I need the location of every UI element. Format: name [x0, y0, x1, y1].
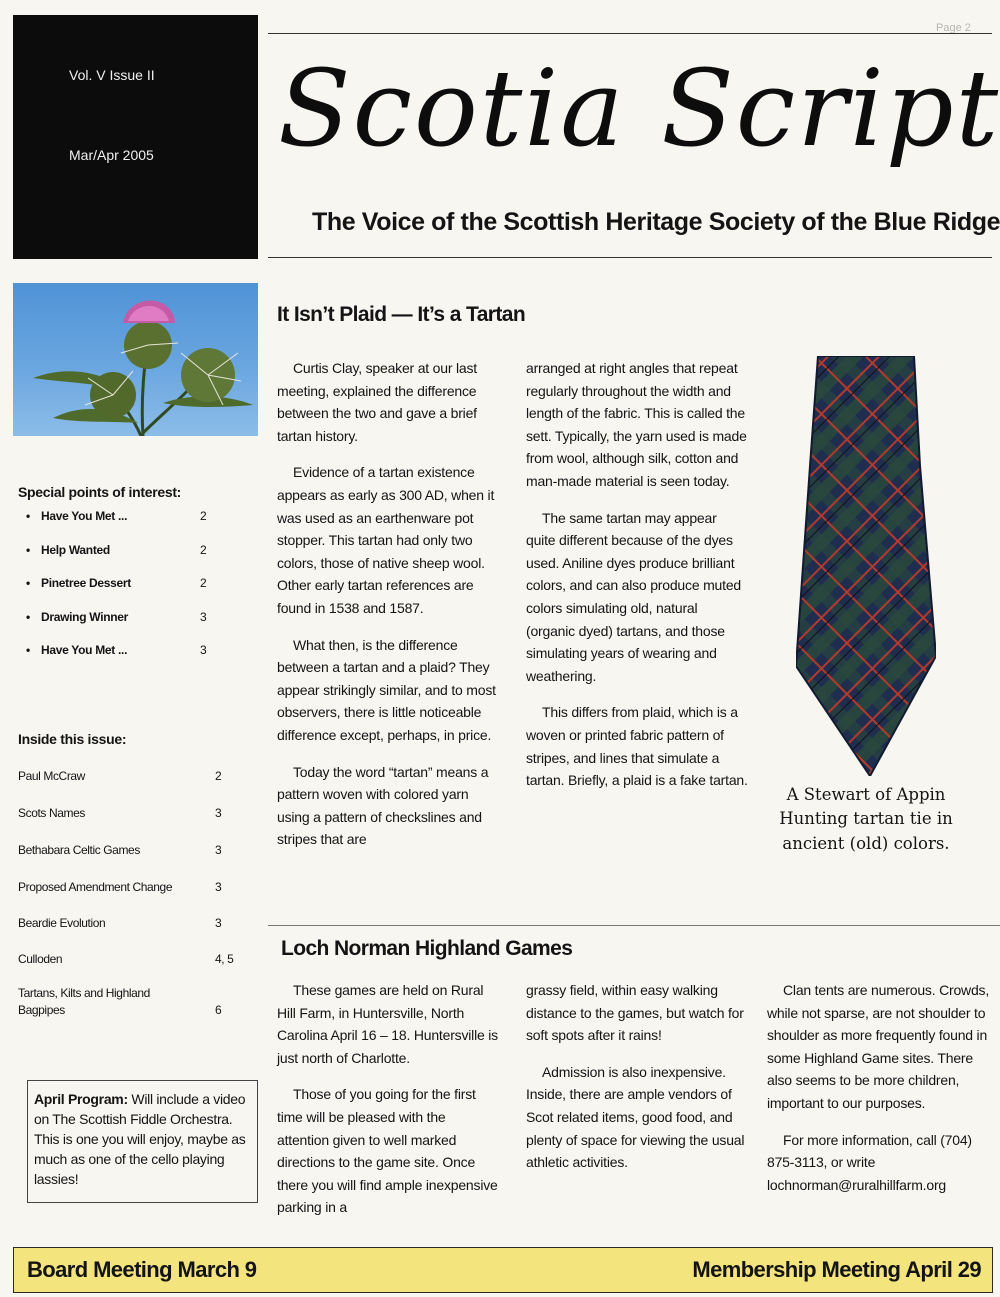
tie-caption: A Stewart of Appin Hunting tartan tie in ancient (old) colors. — [779, 785, 953, 853]
article-games-column-2 — [526, 979, 746, 1174]
page-number: Page 2 — [936, 22, 971, 34]
paragraph: This differs from plaid, which is a woven or printed fabric pattern of stripes, and lines that simulate a tartan. Briefly, a plaid is a fake tartan. — [526, 704, 748, 789]
toc-row: Bethabara Celtic Games 3 — [18, 843, 222, 857]
thistle-photo — [13, 283, 258, 436]
section-divider — [268, 925, 1000, 926]
paragraph: Admission is also inexpensive. Inside, there are ample vendors of Scot related items, good food, and plenty of space for viewing the usual athletic activities. — [526, 1063, 745, 1171]
newsletter-title: Scotia Script — [278, 47, 1000, 170]
article-tartan-column-1 — [277, 357, 497, 851]
special-points-heading: Special points of interest: — [18, 484, 182, 500]
newsletter-tagline: The Voice of the Scottish Heritage Society of the Blue Ridge — [312, 208, 1000, 236]
membership-meeting-label: Membership Meeting April 29 — [692, 1257, 981, 1282]
paragraph: arranged at right angles that repeat regularly throughout the width and length of the fabric. This is called the sett. Typically, the yarn used is made from wool, although silk, cotton and man-made material is seen today. — [526, 360, 747, 489]
april-program-text: Will include a video on The Scottish Fiddle Orchestra. This is one you will enjoy, maybe as much as one of the cello playing lassies! — [34, 1091, 246, 1187]
thistle-illustration — [13, 283, 258, 436]
board-meeting-label: Board Meeting March 9 — [27, 1257, 257, 1282]
masthead-rule — [268, 33, 992, 34]
toc-row: Culloden 4, 5 — [18, 952, 234, 966]
list-item: • Have You Met ... 2 — [26, 509, 207, 523]
bullet-icon: • — [26, 643, 30, 657]
paragraph: Those of you going for the first time will be pleased with the attention given to well marked directions to the game site. Once there you will find ample inexpensive parking in a — [277, 1086, 498, 1216]
inside-issue-heading: Inside this issue: — [18, 731, 127, 747]
paragraph: Evidence of a tartan existence appears as early as 300 AD, when it was used as an earthenware pot stopper. This tartan had only two colors, those of native sheep wool. Other early tartan references are found in 1538 and 1587. — [277, 464, 495, 616]
list-item: • Have You Met ... 3 — [26, 643, 207, 657]
article-games-column-1 — [277, 979, 499, 1219]
special-points-panel — [18, 484, 254, 677]
issue-date: Mar/Apr 2005 — [69, 147, 154, 163]
list-item: • Drawing Winner 3 — [26, 609, 207, 624]
tagline-rule — [268, 257, 992, 258]
april-program-box — [27, 1080, 258, 1203]
paragraph: For more information, call (704) 875-3113, or write lochnorman@ruralhillfarm.org — [767, 1131, 972, 1193]
paragraph: grassy field, within easy walking distance to the games, but watch for soft spots after it rains! — [526, 982, 744, 1044]
article-games-column-3 — [767, 979, 993, 1196]
bullet-icon: • — [26, 576, 30, 590]
list-item: • Pinetree Dessert 2 — [26, 576, 207, 590]
volume-box — [13, 15, 258, 259]
paragraph: Clan tents are numerous. Crowds, while not sparse, are not shoulder to shoulder as more frequently found in some Highland Game sites. There also seems to be more children, important to our purposes. — [767, 982, 990, 1111]
list-item: • Help Wanted 2 — [26, 542, 207, 557]
article-title-tartan: It Isn’t Plaid — It’s a Tartan — [277, 303, 526, 326]
bullet-icon: • — [26, 609, 30, 624]
paragraph: Today the word “tartan” means a pattern woven with colored yarn using a pattern of checkslines and stripes that are — [277, 763, 489, 848]
meetings-bar — [13, 1247, 993, 1293]
paragraph: Curtis Clay, speaker at our last meeting, explained the difference between the two and gave a brief tartan history. — [277, 360, 477, 444]
bullet-icon: • — [26, 509, 30, 523]
toc-row: Scots Names 3 — [18, 806, 222, 820]
toc-row: Beardie Evolution 3 — [18, 916, 222, 930]
special-points-list — [18, 509, 254, 677]
paragraph: The same tartan may appear quite different because of the dyes used. Aniline dyes produce brilliant colors, and can also produce muted colors simulating old, natural (organic dyed) tartans, and those simulating years of wearing and weathering. — [526, 509, 741, 684]
toc-row: Proposed Amendment Change 3 — [18, 880, 222, 894]
toc-row: Tartans, Kilts and Highland Bagpipes 6 — [18, 986, 222, 1017]
toc-row: Paul McCraw 2 — [18, 769, 222, 783]
article-title-games: Loch Norman Highland Games — [281, 937, 573, 960]
paragraph: These games are held on Rural Hill Farm, in Huntersville, North Carolina April 16 – 18. Huntersville is just north of Charlotte. — [277, 982, 498, 1066]
article-tartan-column-2 — [526, 357, 748, 792]
volume-label: Vol. V Issue II — [69, 67, 155, 83]
bullet-icon: • — [26, 542, 30, 557]
paragraph: What then, is the difference between a tartan and a plaid? They appear strikingly similar, and to most observers, there is little noticeable difference except, perhaps, in price. — [277, 636, 496, 743]
april-program-label: April Program: — [34, 1091, 128, 1107]
tartan-tie-image — [796, 356, 936, 776]
